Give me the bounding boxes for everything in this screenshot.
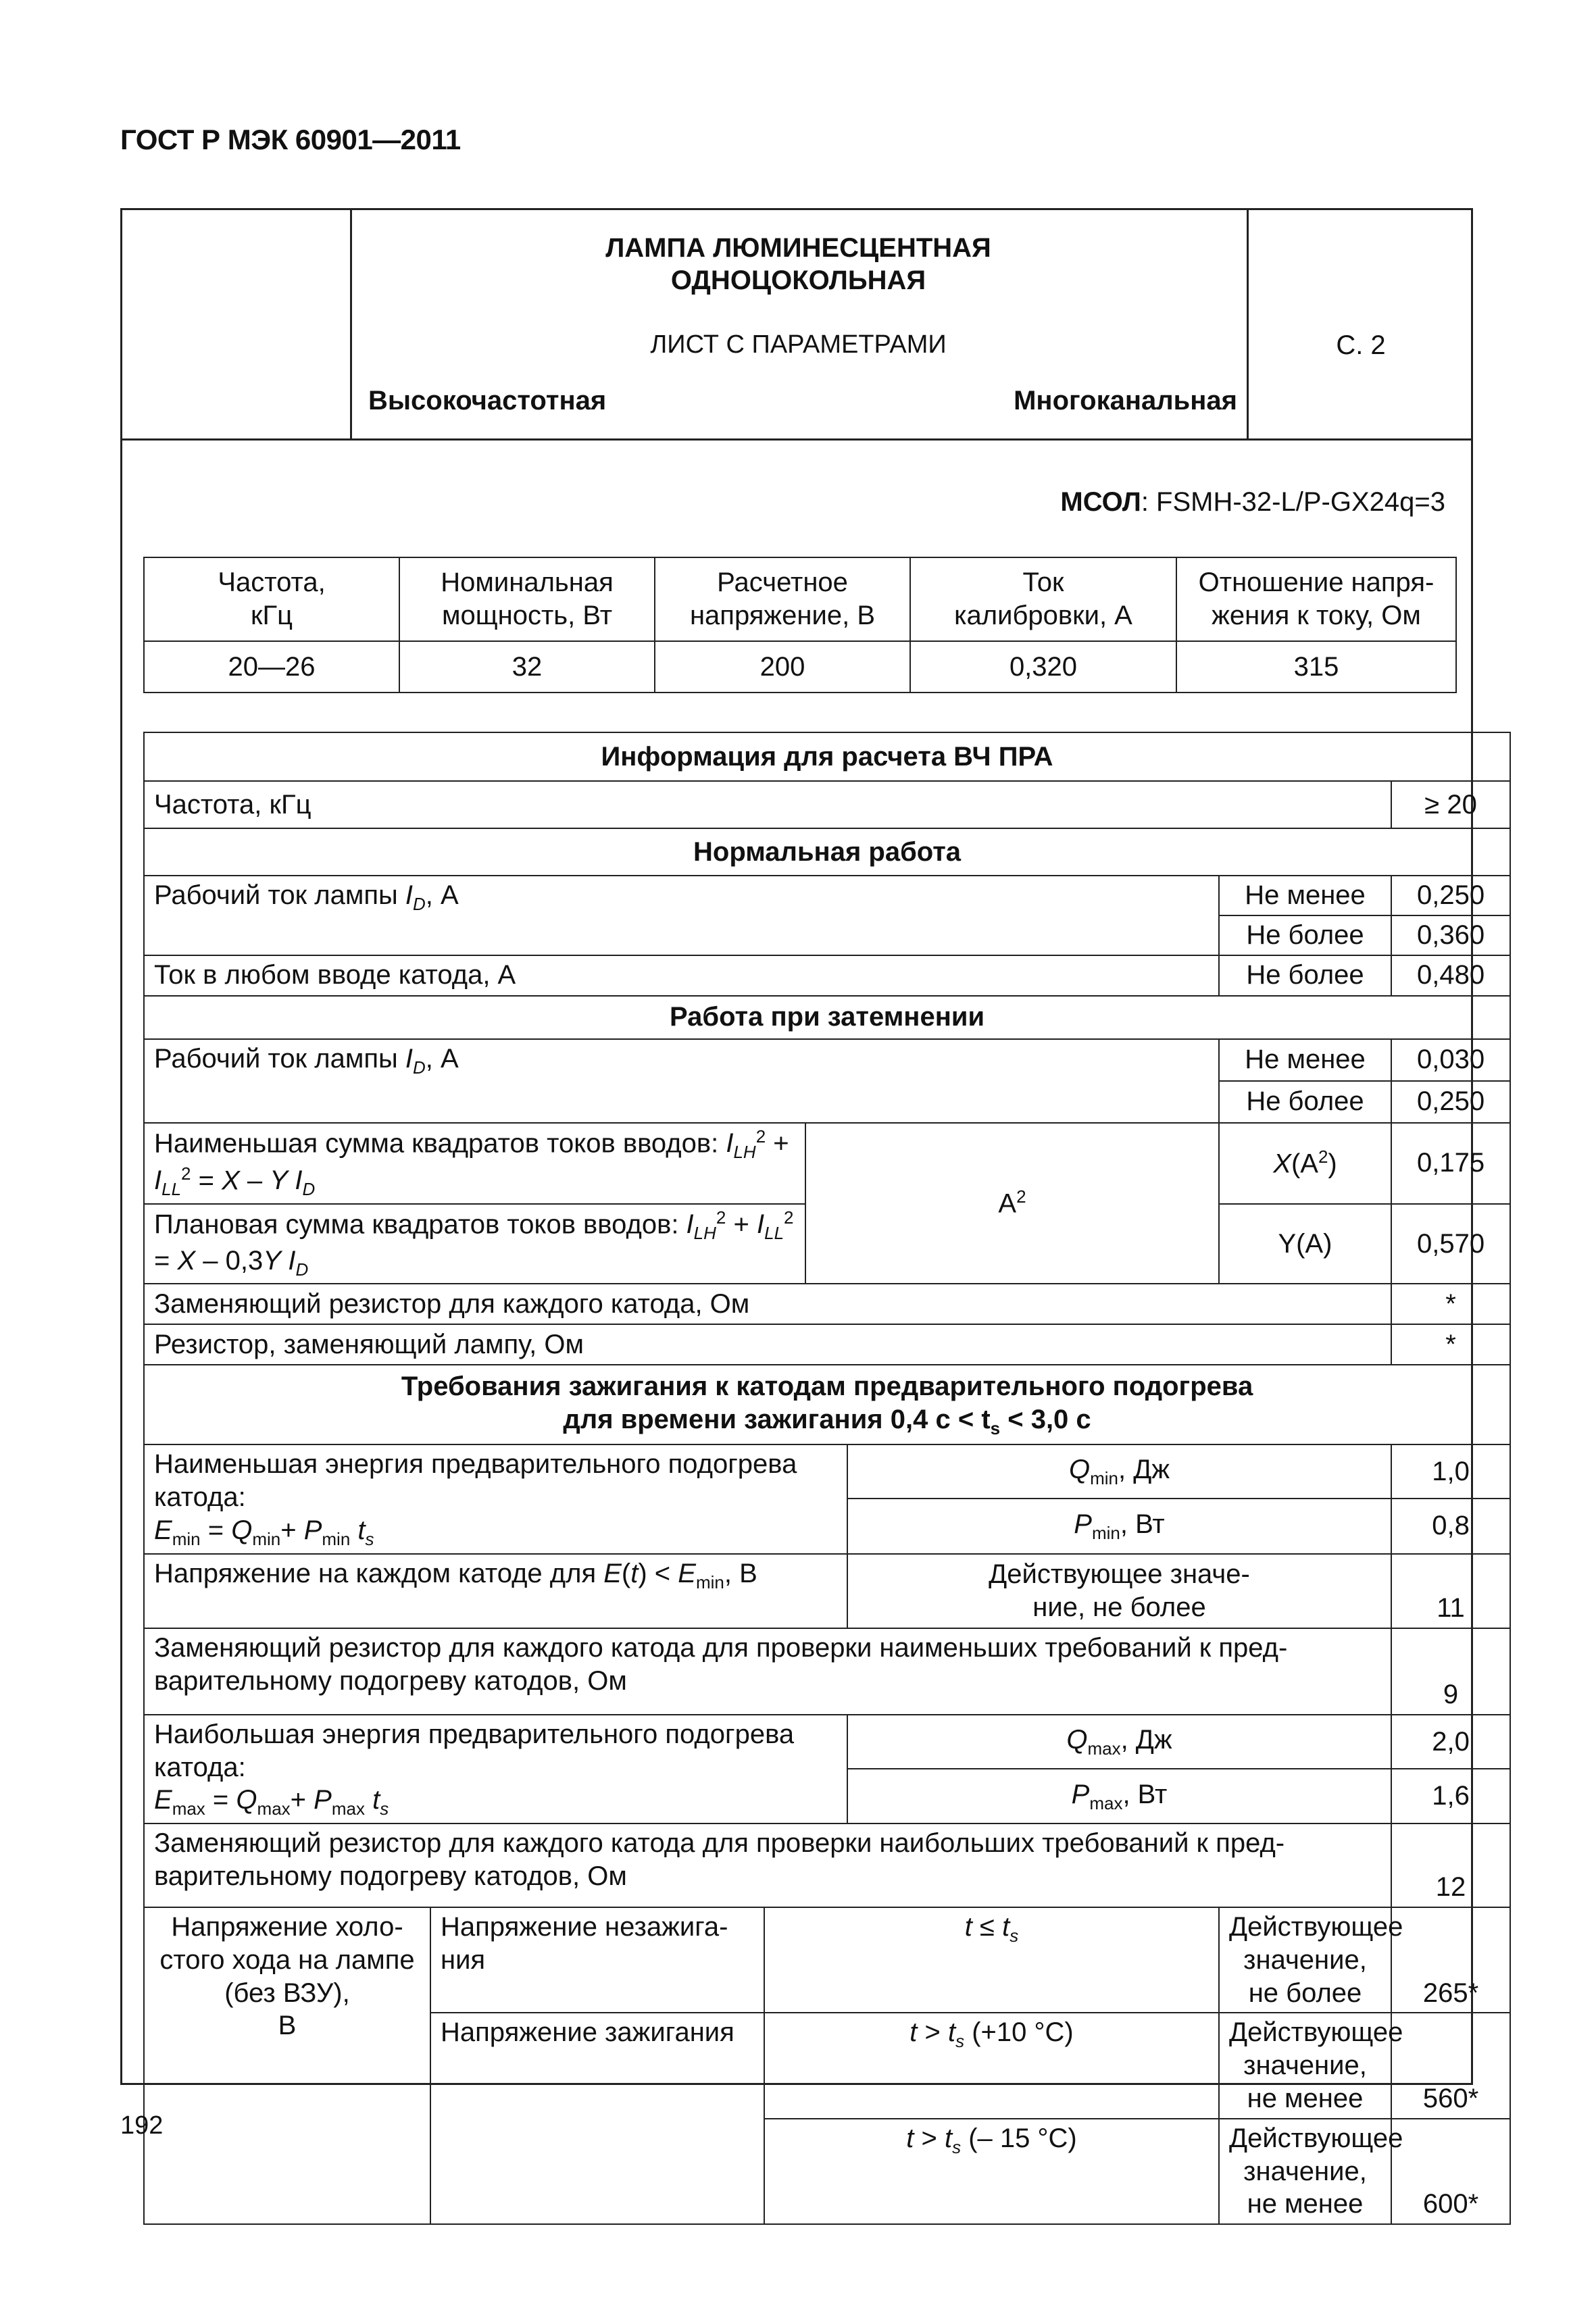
value-calibration-current: 0,320 xyxy=(910,641,1176,693)
header-voltage: Расчетное напряжение, В xyxy=(655,557,910,641)
header-frequency: Частота, кГц xyxy=(144,557,399,641)
open-circuit-voltage-label: Напряжение холо- стого хода на лампе (без ВЗУ), В xyxy=(144,1907,430,2224)
subst-resistor-label: Заменяющий резистор для каждого катода, Ом xyxy=(144,1284,1391,1324)
header-ratio: Отношение напря- жения к току, Ом xyxy=(1176,557,1456,641)
sum-plan-label: Плановая сумма квадратов токов вводов: $I_{LH}^2 + I_{LL}^2 = X - 0,3Y$ $I_D$ xyxy=(144,1204,805,1284)
effective-min-label-2: Действующее значение, не менее xyxy=(1219,2119,1391,2224)
ignition-voltage-label: Напряжение зажигания xyxy=(430,2013,764,2224)
type-left-label: Высокочастотная xyxy=(368,386,607,416)
lamp-resistor-value: * xyxy=(1391,1324,1510,1365)
pmax-value: 1,6 xyxy=(1391,1769,1510,1823)
standard-code: ГОСТ Р МЭК 60901—2011 xyxy=(120,124,461,155)
dim-max-label: Не более xyxy=(1219,1081,1391,1123)
effective-min-label-1: Действующее значение, не менее xyxy=(1219,2013,1391,2118)
value-frequency: 20—26 xyxy=(144,641,399,693)
emin-label: Наименьшая энергия предварительного подогрева катода: $E_{min} = Q_{min}+ P_{min}$ $t_s$ xyxy=(144,1444,847,1553)
min-req-resistor-label: Заменяющий резистор для каждого катода для проверки наименьших требований к пред- варительному подогреву катодов, Ом xyxy=(144,1628,1391,1715)
normal-operation-title: Нормальная работа xyxy=(144,828,1510,876)
qmin-value: 1,0 xyxy=(1391,1444,1510,1499)
dim-min-label: Не менее xyxy=(1219,1039,1391,1081)
cathode-current-label: Ток в любом вводе катода, А xyxy=(144,955,1219,996)
frequency-label: Частота, кГц xyxy=(144,781,1391,828)
qmax-label: $Q_{max}$, Дж xyxy=(847,1715,1391,1769)
x-value: 0,175 xyxy=(1391,1123,1510,1204)
subst-resistor-value: * xyxy=(1391,1284,1510,1324)
lamp-resistor-label: Резистор, заменяющий лампу, Ом xyxy=(144,1324,1391,1365)
value-ratio: 315 xyxy=(1176,641,1456,693)
dimming-title: Работа при затемнении xyxy=(144,996,1510,1039)
sum-min-label: Наименьшая сумма квадратов токов вводов: $I_{LH}^2 + I_{LL}^2 = X - Y$ $I_D$ xyxy=(144,1123,805,1204)
normal-max-label: Не более xyxy=(1219,915,1391,955)
normal-lamp-current-label: Рабочий ток лампы $I_D$, А xyxy=(144,876,1219,955)
parameters-header-row xyxy=(144,557,1456,641)
pmin-label: $P_{min}$, Вт xyxy=(847,1499,1391,1554)
cathode-current-value: 0,480 xyxy=(1391,955,1510,996)
max-req-resistor-value: 12 xyxy=(1391,1823,1510,1907)
condition-t-le-ts: $t \le t_s$ xyxy=(764,1907,1219,2013)
dim-lamp-current-label: Рабочий ток лампы $I_D$, А xyxy=(144,1039,1219,1123)
cathode-voltage-kind: Действующее значе- ние, не более xyxy=(847,1554,1391,1628)
effective-max-label: Действующее значение, не более xyxy=(1219,1907,1391,2013)
emax-label: Наибольшая энергия предварительного подогрева катода: $E_{max} = Q_{max}+ P_{max}$ $t_s$ xyxy=(144,1715,847,1823)
cathode-current-max-label: Не более xyxy=(1219,955,1391,996)
header-power: Номинальная мощность, Вт xyxy=(399,557,655,641)
sum-unit: $А^2$ xyxy=(805,1123,1219,1284)
header-divider-right xyxy=(1247,210,1249,438)
cathode-voltage-value: 11 xyxy=(1391,1554,1510,1628)
ignition-requirements-title: Требования зажигания к катодам предварительного подогрева для времени зажигания 0,4 $с < t_s < 3,0$ с xyxy=(144,1365,1510,1444)
hf-title: Информация для расчета ВЧ ПРА xyxy=(144,732,1510,781)
lamp-designation: МСОЛ: FSMH-32-L/P-GX24q=3 xyxy=(1060,487,1445,517)
parameters-value-row xyxy=(144,641,1456,693)
pmax-label: $P_{max}$, Вт xyxy=(847,1769,1391,1823)
min-req-resistor-value: 9 xyxy=(1391,1628,1510,1715)
value-voltage: 200 xyxy=(655,641,910,693)
condition-minus15: $t > t_s$ (– 15 °C) xyxy=(764,2119,1219,2224)
condition-plus10: $t > t_s$ (+10 °C) xyxy=(764,2013,1219,2118)
sheet-subtitle: ЛИСТ С ПАРАМЕТРАМИ xyxy=(650,330,947,359)
type-right-label: Многоканальная xyxy=(1014,386,1237,416)
header-calibration-current: Ток калибровки, А xyxy=(910,557,1176,641)
lamp-title: ЛАМПА ЛЮМИНЕСЦЕНТНАЯ ОДНОЦОКОЛЬНАЯ xyxy=(605,233,991,295)
normal-max-value: 0,360 xyxy=(1391,915,1510,955)
y-value: 0,570 xyxy=(1391,1204,1510,1284)
parameters-table xyxy=(143,557,1457,693)
cathode-voltage-label: Напряжение на каждом катоде для $E(t) < E_{min}$, В xyxy=(144,1554,847,1628)
value-power: 32 xyxy=(399,641,655,693)
dim-max-value: 0,250 xyxy=(1391,1081,1510,1123)
ignition-value-plus10: 560* xyxy=(1391,2013,1510,2118)
qmin-label: $Q_{min}$, Дж xyxy=(847,1444,1391,1499)
header-divider-bottom xyxy=(122,438,1471,441)
ignition-value-minus15: 600* xyxy=(1391,2119,1510,2224)
y-label: Y(A) xyxy=(1219,1204,1391,1284)
non-ignition-voltage-label: Напряжение незажига- ния xyxy=(430,1907,764,2013)
hf-ballast-table xyxy=(143,732,1511,2225)
max-req-resistor-label: Заменяющий резистор для каждого катода для проверки наибольших требований к пред- варительному подогреву катодов, Ом xyxy=(144,1823,1391,1907)
sheet-number: С. 2 xyxy=(1336,330,1386,360)
page-number: 192 xyxy=(120,2111,164,2140)
x-label: $X(А^2)$ xyxy=(1219,1123,1391,1204)
pmin-value: 0,8 xyxy=(1391,1499,1510,1554)
frequency-value: ≥ 20 xyxy=(1391,781,1510,828)
normal-min-label: Не менее xyxy=(1219,876,1391,915)
dim-min-value: 0,030 xyxy=(1391,1039,1510,1081)
non-ignition-value: 265* xyxy=(1391,1907,1510,2013)
qmax-value: 2,0 xyxy=(1391,1715,1510,1769)
normal-min-value: 0,250 xyxy=(1391,876,1510,915)
